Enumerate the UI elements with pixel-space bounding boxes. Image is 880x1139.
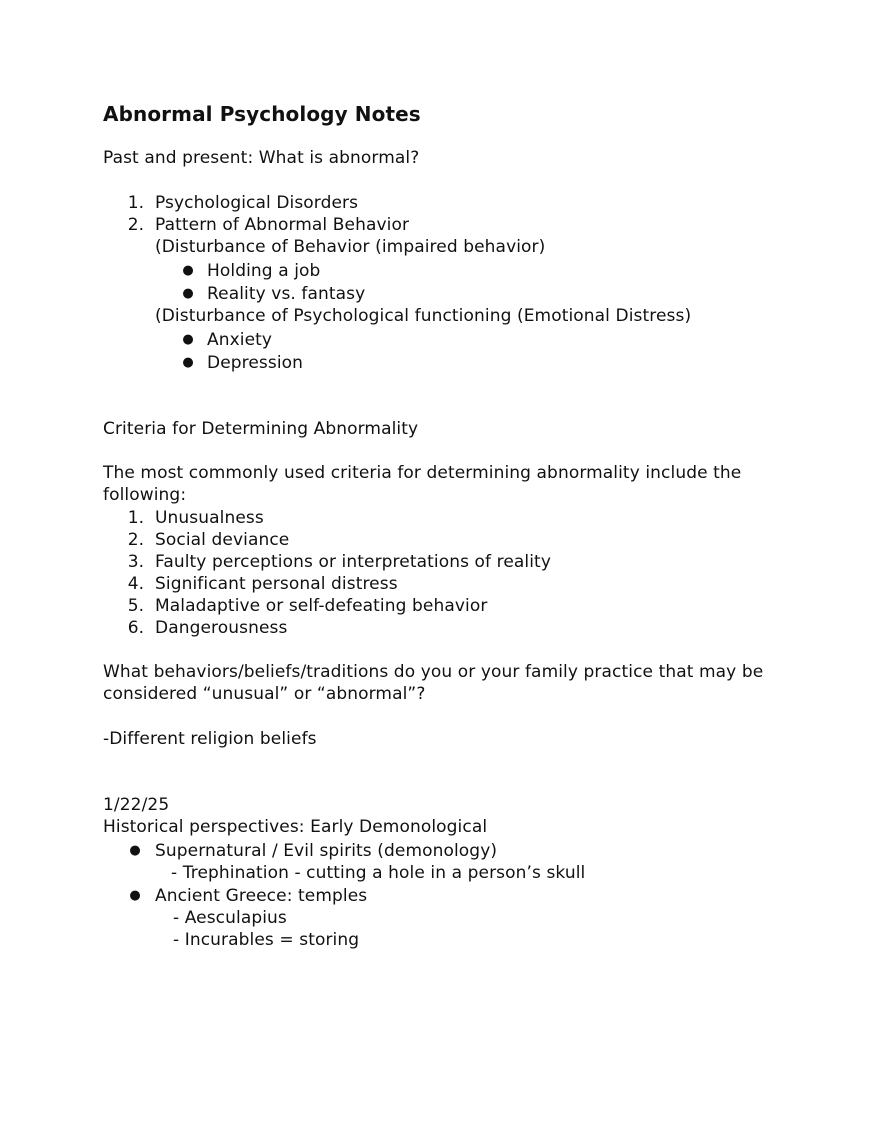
list-number: 1. [127,193,144,213]
list-item: Significant personal distress [155,574,398,594]
bullet-icon: ● [182,263,194,278]
sub-item: - Trephination - cutting a hole in a person’s skull [171,863,586,883]
list-number: 2. [127,530,144,550]
bullet-icon: ● [182,286,194,301]
sub-item: - Aesculapius [173,908,287,928]
list-number: 6. [127,618,144,638]
list-number: 2. [127,215,144,235]
date-text: 1/22/25 [103,795,170,815]
list-item: Pattern of Abnormal Behavior [155,215,410,235]
section-heading: Criteria for Determining Abnormality [103,419,419,439]
list-number: 3. [127,552,144,572]
bullet-icon: ● [182,355,194,370]
list-item: Psychological Disorders [155,193,359,213]
bullet-icon: ● [129,843,141,858]
sub-item: - Incurables = storing [173,930,360,950]
paragraph: The most commonly used criteria for determining abnormality include the following: [103,463,742,505]
list-number: 5. [127,596,144,616]
question-paragraph: What behaviors/beliefs/traditions do you or your family practice that may be considered “unusual” or “abnormal”? [103,662,764,704]
sub-heading: (Disturbance of Psychological functioning (Emotional Distress) [155,306,692,326]
page-title: Abnormal Psychology Notes [103,102,421,126]
list-item: Dangerousness [155,618,288,638]
list-item: Maladaptive or self-defeating behavior [155,596,488,616]
answer-text: -Different religion beliefs [103,729,317,749]
bullet-item: Supernatural / Evil spirits (demonology) [155,841,498,861]
bullet-item: Holding a job [207,261,321,281]
bullet-item: Ancient Greece: temples [155,886,368,906]
list-item: Unusualness [155,508,264,528]
list-number: 1. [127,508,144,528]
section-heading: Past and present: What is abnormal? [103,148,420,168]
bullet-item: Anxiety [207,330,273,350]
list-item: Faulty perceptions or interpretations of reality [155,552,551,572]
bullet-item: Reality vs. fantasy [207,284,366,304]
bullet-icon: ● [129,888,141,903]
list-number: 4. [127,574,144,594]
bullet-icon: ● [182,332,194,347]
section-heading: Historical perspectives: Early Demonological [103,817,488,837]
list-item: Social deviance [155,530,290,550]
sub-heading: (Disturbance of Behavior (impaired behavior) [155,237,546,257]
bullet-item: Depression [207,353,304,373]
